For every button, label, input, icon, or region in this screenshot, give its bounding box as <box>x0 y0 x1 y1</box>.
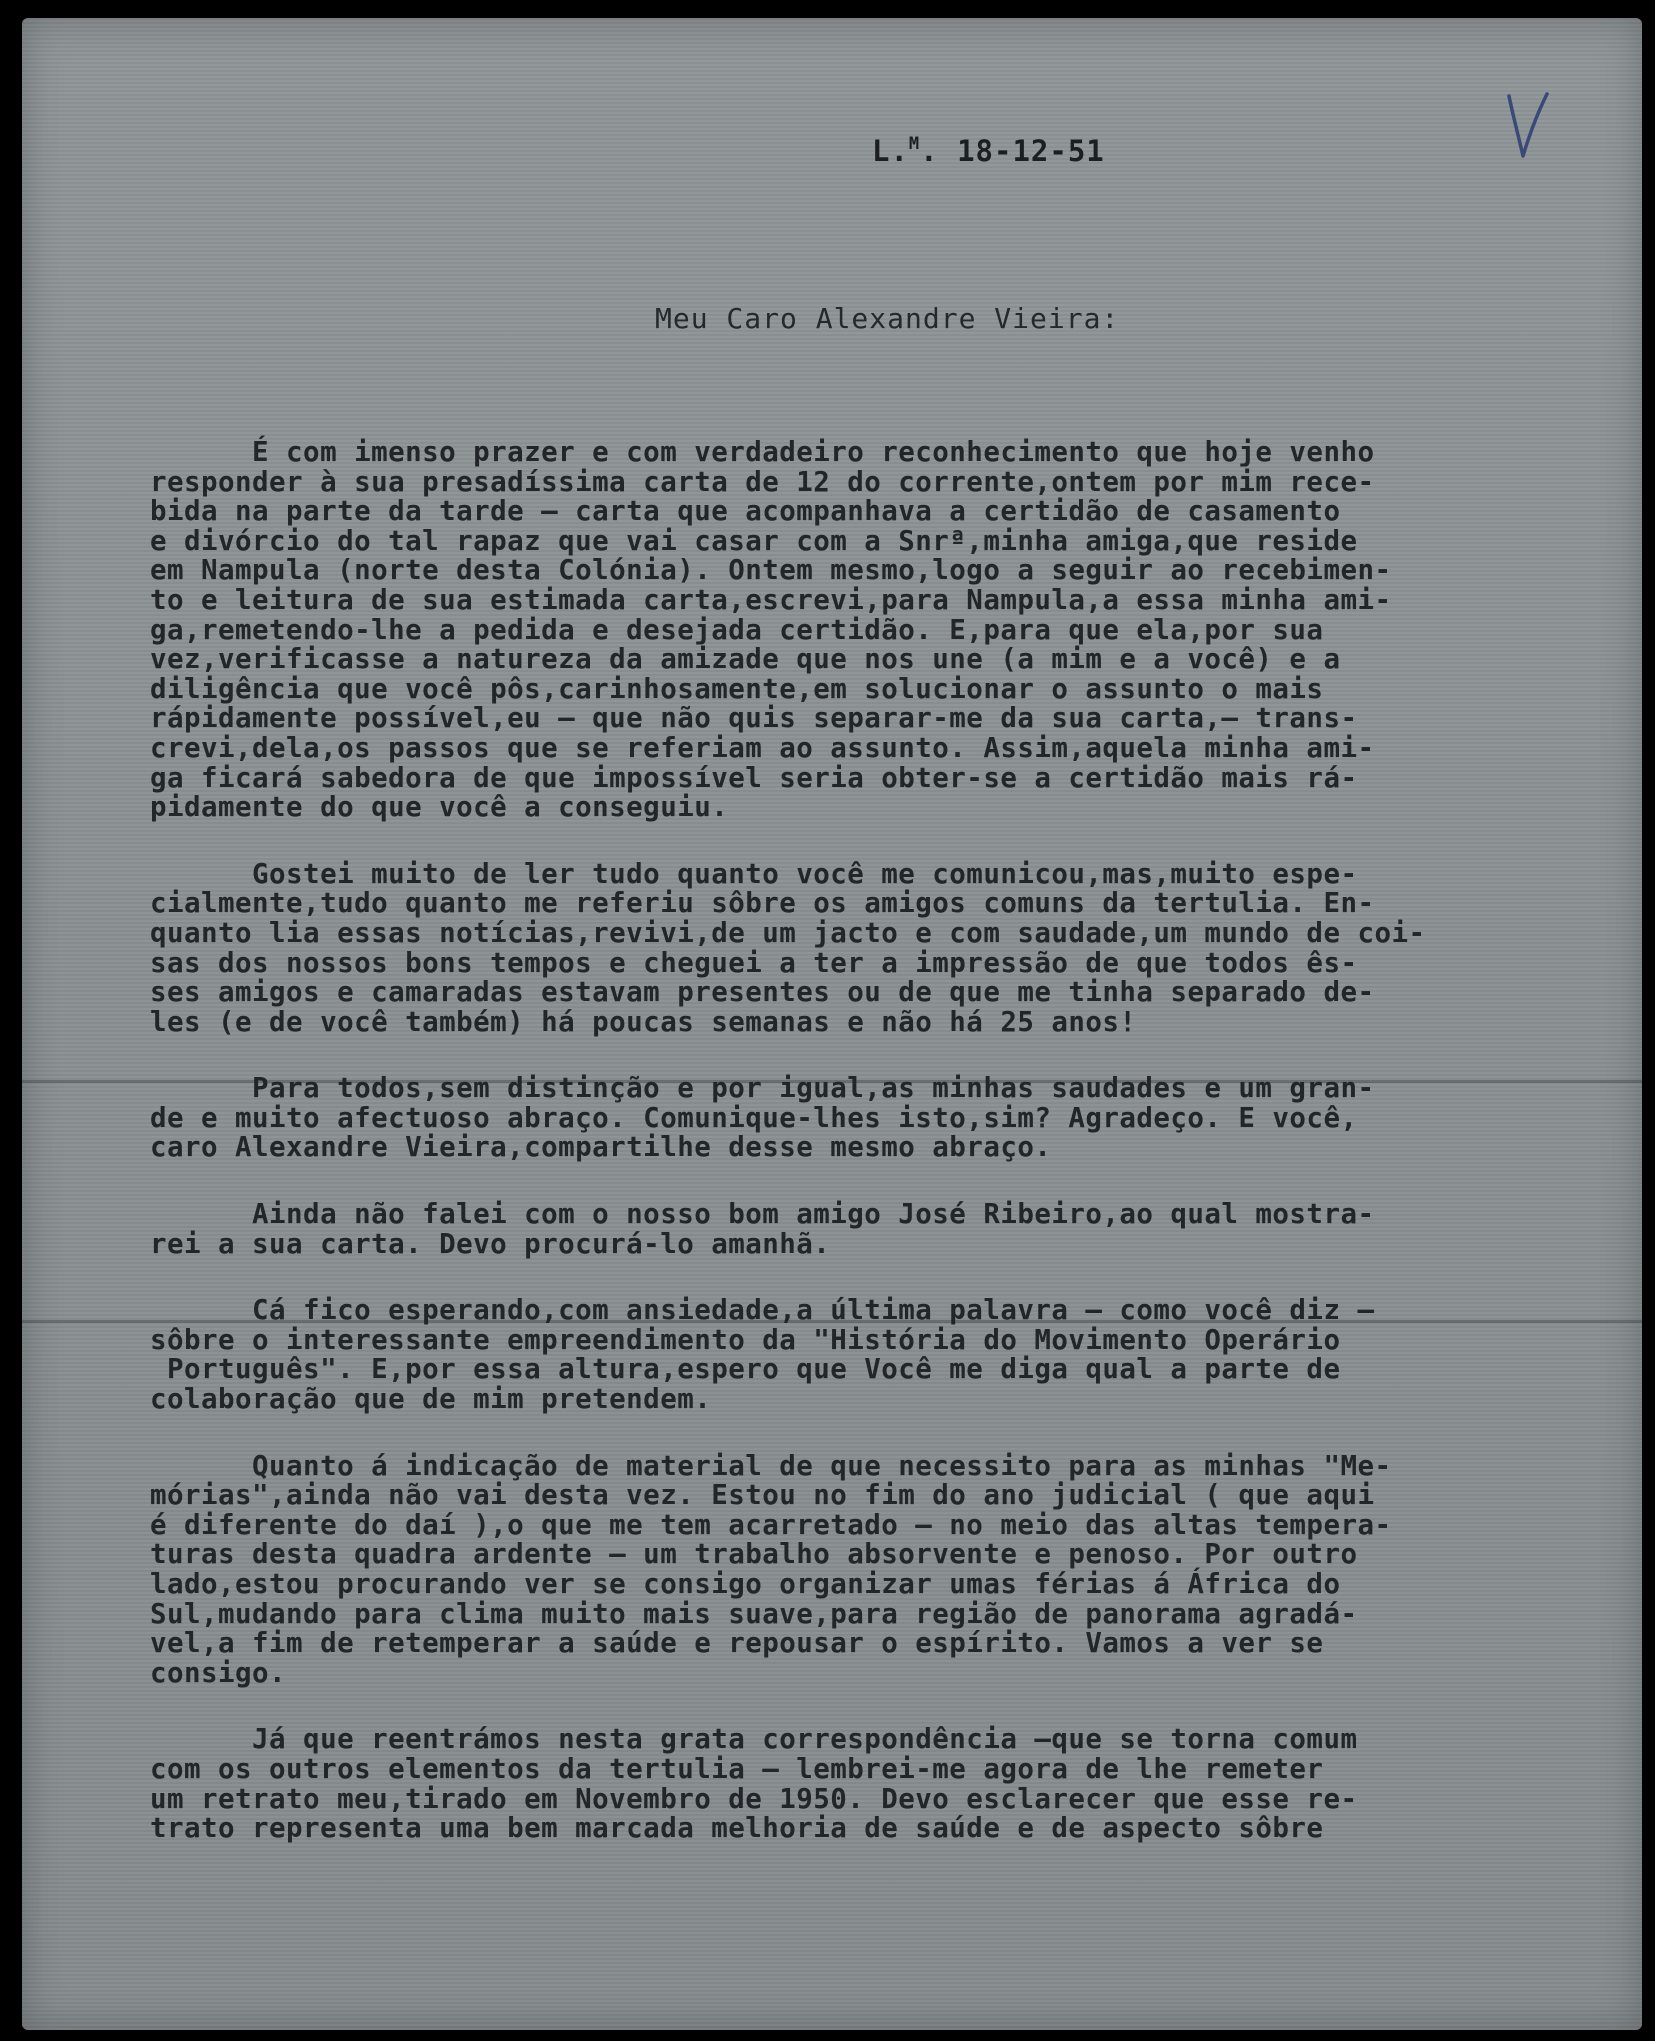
letter-line: trato representa uma bem marcada melhoria de saúde e de aspecto sôbre <box>150 1812 1324 1845</box>
letter-line: É com imenso prazer e com verdadeiro reconhecimento que hoje venho <box>150 436 1375 468</box>
letter-line: de e muito afectuoso abraço. Comunique-lhes isto,sim? Agradeço. E você, <box>150 1101 1358 1134</box>
letter-paragraph <box>150 1074 1620 1163</box>
letter-line: ga,remetendo-lhe a pedida e desejada certidão. E,para que ela,por sua <box>150 613 1324 646</box>
letter-line: rápidamente possível,eu — que não quis separar-me da sua carta,— trans- <box>150 702 1358 735</box>
letter-line: lado,estou procurando ver se consigo organizar umas férias á África do <box>150 1568 1341 1600</box>
date-rest: . 18-12-51 <box>920 134 1105 168</box>
letter-line: sas dos nossos bons tempos e cheguei a ter a impressão de que todos ês- <box>150 946 1358 979</box>
letter-line: colaboração que de mim pretendem. <box>150 1383 712 1416</box>
letter-line: mórias",ainda não vai desta vez. Estou no fim do ano judicial ( que aqui <box>150 1479 1375 1512</box>
letter-line: com os outros elementos da tertulia — lembrei-me agora de lhe remeter <box>150 1752 1324 1785</box>
date-prefix: L. <box>872 134 909 168</box>
letter-line: ses amigos e camaradas estavam presentes ou de que me tinha separado de- <box>150 976 1375 1009</box>
letter-paragraph <box>150 438 1620 823</box>
letter-line: Cá fico esperando,com ansiedade,a última palavra — como você diz — <box>150 1294 1375 1327</box>
letter-paragraph <box>150 1200 1620 1259</box>
letter-line: les (e de você também) há poucas semanas e não há 25 anos! <box>150 1005 1137 1038</box>
letter-line: to e leitura de sua estimada carta,escrevi,para Nampula,a essa minha ami- <box>150 583 1392 616</box>
letter-body <box>150 438 1620 1881</box>
letter-line: quanto lia essas notícias,revivi,de um jacto e com saudade,um mundo de coi- <box>150 916 1426 949</box>
letter-line: pidamente do que você a conseguiu. <box>150 791 729 824</box>
letter-line: diligência que você pôs,carinhosamente,em solucionar o assunto o mais <box>150 672 1324 705</box>
letter-line: sôbre o interessante empreendimento da "História do Movimento Operário <box>150 1323 1341 1356</box>
letter-line: consigo. <box>150 1656 287 1689</box>
letter-line: caro Alexandre Vieira,compartilhe desse mesmo abraço. <box>150 1131 1052 1164</box>
letter-line: vel,a fim de retemperar a saúde e repousar o espírito. Vamos a ver se <box>150 1627 1324 1660</box>
letter-line: rei a sua carta. Devo procurá-lo amanhã. <box>150 1227 831 1260</box>
letter-line: Ainda não falei com o nosso bom amigo José Ribeiro,ao qual mostra- <box>150 1198 1375 1231</box>
letter-line: Sul,mudando para clima muito mais suave,para região de panorama agradá- <box>150 1597 1358 1630</box>
letter-line: Português". E,por essa altura,espero que Você me diga qual a parte de <box>150 1353 1341 1386</box>
letter-line: Já que reentrámos nesta grata correspondência —que se torna comum <box>150 1723 1358 1756</box>
letter-line: vez,verificasse a natureza da amizade que nos une (a mim e a você) e a <box>150 643 1341 676</box>
letter-line: Para todos,sem distinção e por igual,as minhas saudades e um gran- <box>150 1072 1375 1105</box>
letter-line: Gostei muito de ler tudo quanto você me comunicou,mas,muito espe- <box>150 857 1358 890</box>
letter-line: crevi,dela,os passos que se referiam ao assunto. Assim,aquela minha ami- <box>150 731 1375 764</box>
letter-line: em Nampula (norte desta Colónia). Ontem mesmo,logo a seguir ao recebimen- <box>150 554 1392 587</box>
letter-date <box>872 134 1105 168</box>
letter-line: turas desta quadra ardente — um trabalho absorvente e penoso. Por outro <box>150 1538 1358 1571</box>
letter-line: bida na parte da tarde — carta que acompanhava a certidão de casamento <box>150 495 1341 528</box>
date-superscript: M <box>908 134 921 154</box>
letter-paragraph <box>150 1296 1620 1414</box>
letter-line: é diferente do daí ),o que me tem acarretado — no meio das altas tempera- <box>150 1508 1392 1541</box>
letter-line: ga ficará sabedora de que impossível seria obter-se a certidão mais rá- <box>150 761 1358 794</box>
salutation: Meu Caro Alexandre Vieira: <box>655 302 1120 335</box>
letter-paragraph <box>150 1449 1620 1689</box>
handwritten-v-mark-icon <box>1503 92 1551 162</box>
letter-line: cialmente,tudo quanto me referiu sôbre os amigos comuns da tertulia. En- <box>150 887 1375 920</box>
letter-paragraph <box>150 1725 1620 1843</box>
letter-line: Quanto á indicação de material de que necessito para as minhas "Me- <box>150 1449 1392 1482</box>
letter-line: responder à sua presadíssima carta de 12 do corrente,ontem por mim rece- <box>150 465 1375 498</box>
letter-paragraph <box>150 857 1620 1038</box>
letter-line: um retrato meu,tirado em Novembro de 1950. Devo esclarecer que esse re- <box>150 1782 1358 1815</box>
letter-line: e divórcio do tal rapaz que vai casar com a Snrª,minha amiga,que reside <box>150 524 1358 557</box>
